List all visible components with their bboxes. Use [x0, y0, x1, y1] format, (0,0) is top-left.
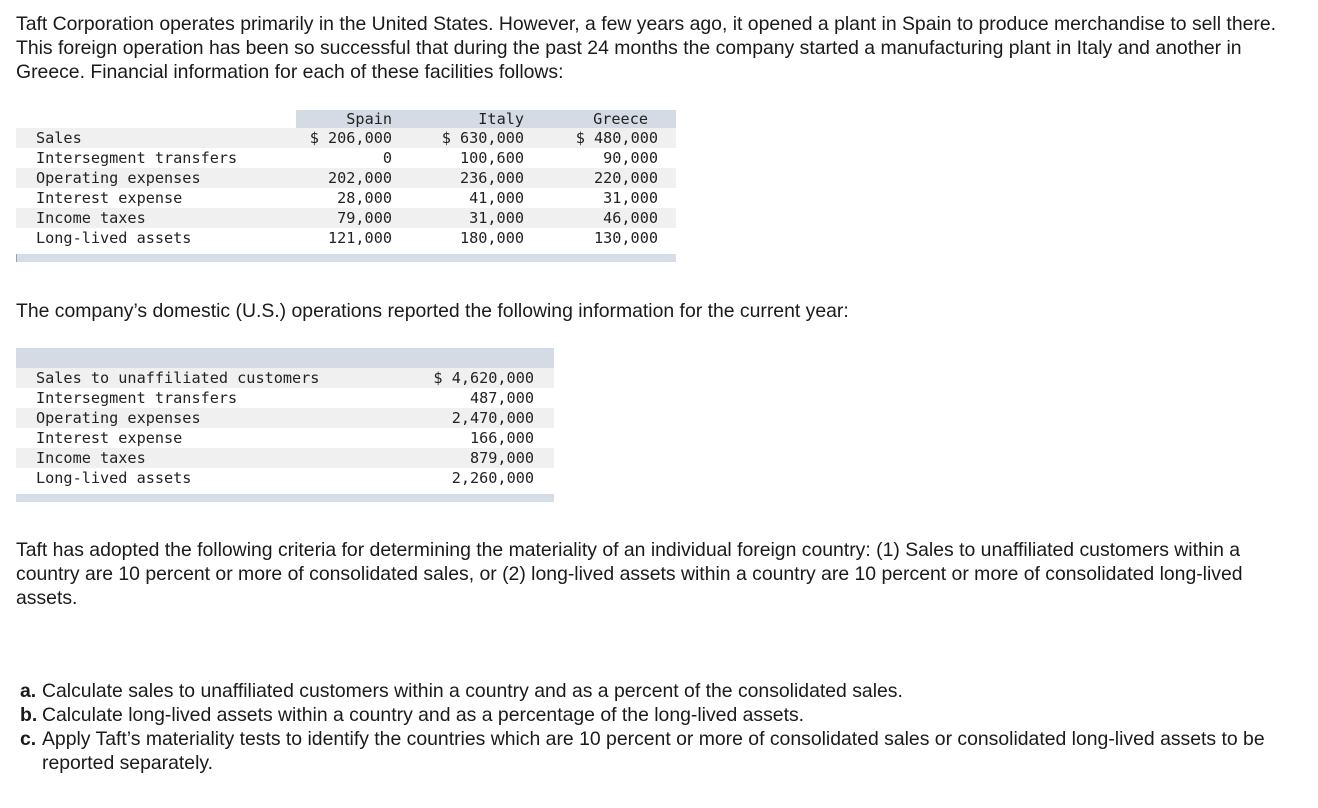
- table-row: [16, 168, 676, 188]
- table-header: [16, 348, 554, 368]
- cell-value: 236,000: [459, 169, 524, 187]
- cell-value: 2,470,000: [451, 409, 534, 427]
- row-label: Intersegment transfers: [36, 389, 238, 407]
- table-header: [16, 110, 676, 128]
- cell-value: 41,000: [469, 189, 524, 207]
- cell-value: 879,000: [469, 449, 534, 467]
- row-label: Intersegment transfers: [36, 149, 238, 167]
- question-b: [20, 703, 1280, 727]
- row-label: Income taxes: [36, 209, 146, 227]
- question-a: [20, 679, 1280, 703]
- question-text: Calculate long-lived assets within a country and as a percentage of the long-lived assets.: [42, 704, 805, 726]
- table-row: [16, 148, 676, 168]
- cell-value: 31,000: [469, 209, 524, 227]
- cell-value: 202,000: [327, 169, 392, 187]
- cell-value: 100,600: [459, 149, 524, 167]
- cell-value: 166,000: [469, 429, 534, 447]
- row-label: Income taxes: [36, 449, 146, 467]
- column-header-spain: Spain: [346, 110, 392, 128]
- cell-value: $ 206,000: [309, 129, 392, 147]
- row-label: Interest expense: [36, 189, 183, 207]
- table-footer-bar: [16, 254, 676, 262]
- cell-value: 487,000: [469, 389, 534, 407]
- table-row: [16, 408, 554, 428]
- table-row: [16, 188, 676, 208]
- cell-value: 220,000: [593, 169, 658, 187]
- question-list: [20, 679, 1280, 775]
- cell-value: 2,260,000: [451, 469, 534, 487]
- cell-value: $ 480,000: [575, 129, 658, 147]
- cell-value: 130,000: [593, 229, 658, 247]
- row-label: Sales to unaffiliated customers: [36, 369, 320, 387]
- table-row: [16, 448, 554, 468]
- table-row: [16, 388, 554, 408]
- cell-value: 28,000: [337, 189, 392, 207]
- cell-value: 46,000: [603, 209, 658, 227]
- cell-value: 180,000: [459, 229, 524, 247]
- row-label: Long-lived assets: [36, 229, 192, 247]
- intro-paragraph: Taft Corporation operates primarily in the United States. However, a few years ago, it opened a plant in Spain to produce merchandise to sell there. This foreign operation has been so successful that during the past 24 months the company started a manufacturing plant in Italy and another in Greece. Financial information for each of these facilities follows:: [16, 13, 1277, 83]
- question-text: Calculate sales to unaffiliated customers within a country and as a percent of the consolidated sales.: [42, 680, 903, 702]
- row-label: Sales: [36, 129, 82, 147]
- row-label: Long-lived assets: [36, 469, 192, 487]
- row-label: Interest expense: [36, 429, 183, 447]
- question-label: b.: [20, 704, 38, 726]
- table-footer-bar: [16, 494, 554, 502]
- cell-value: 90,000: [603, 149, 658, 167]
- criteria-paragraph: Taft has adopted the following criteria for determining the materiality of an individual foreign country: (1) Sales to unaffiliated customers within a country are 10 percent or more of consolidated sales, or (2) long-lived assets within a country are 10 percent or more of consolidated long-lived assets.: [16, 539, 1243, 609]
- table-row: [16, 208, 676, 228]
- question-text: Apply Taft’s materiality tests to identify the countries which are 10 percent or more of consolidated sales or consolidated long-lived assets to be reported separately.: [42, 728, 1265, 774]
- domestic-intro-paragraph: The company’s domestic (U.S.) operations reported the following information for the current year:: [16, 300, 849, 322]
- cell-value: $ 630,000: [441, 129, 524, 147]
- column-header-greece: Greece: [593, 110, 648, 128]
- cell-value: 79,000: [337, 209, 392, 227]
- cell-value: $ 4,620,000: [433, 369, 534, 387]
- question-c: [20, 727, 1280, 775]
- table-row: [16, 368, 554, 388]
- table-row: [16, 428, 554, 448]
- cell-value: 31,000: [603, 189, 658, 207]
- question-label: c.: [20, 728, 37, 750]
- row-label: Operating expenses: [36, 409, 201, 427]
- question-label: a.: [20, 680, 37, 702]
- table-row: [16, 128, 676, 148]
- cell-value: 121,000: [327, 229, 392, 247]
- table-row: [16, 468, 554, 488]
- foreign-operations-table: [16, 110, 676, 262]
- domestic-operations-table: [16, 348, 554, 502]
- cell-value: 0: [382, 149, 392, 167]
- table-row: [16, 228, 676, 248]
- row-label: Operating expenses: [36, 169, 201, 187]
- column-header-italy: Italy: [478, 110, 524, 128]
